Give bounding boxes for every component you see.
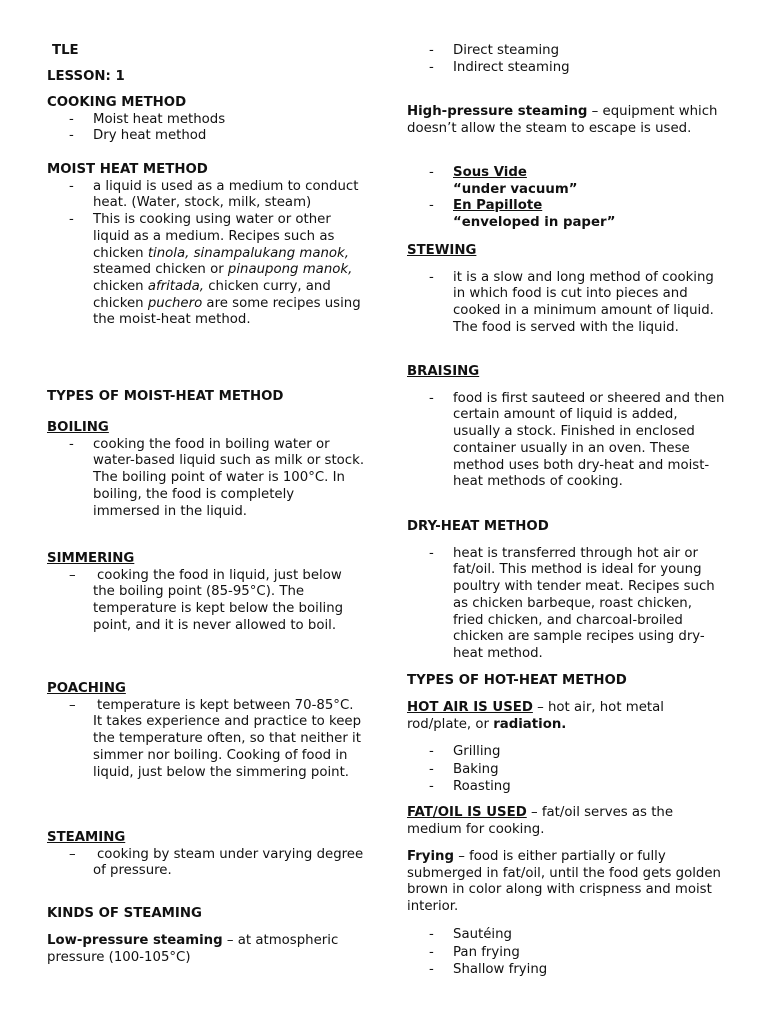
boiling-section	[47, 420, 365, 520]
list-item: - it is a slow and long method of cooking in which food is cut into pieces and cooked in a minimum amount of liquid. The food is served with the liquid.	[407, 270, 725, 337]
steaming-heading: STEAMING	[47, 830, 126, 845]
list-item: - Indirect steaming	[407, 60, 725, 77]
dry-heat-section	[407, 519, 725, 663]
list-item: - heat is transferred through hot air or fat/oil. This method is ideal for young poultry with tender meat. Recipes such as chicken barbeque, roast chicken, fried chicken, and charcoal-broiled chicken are sample recipes using dry-heat method.	[407, 546, 725, 663]
simmering-heading: SIMMERING	[47, 551, 135, 566]
fat-oil-term: FAT/OIL IS USED	[407, 805, 527, 820]
hot-air-definition: – hot air, hot metal rod/plate, or	[407, 700, 664, 732]
list-item: – cooking by steam under varying degree of pressure.	[47, 847, 365, 880]
simmering-list	[47, 568, 365, 635]
cooking-method-list	[47, 112, 365, 145]
list-item: - Pan frying	[407, 944, 725, 962]
cooking-method-heading: COOKING METHOD	[47, 95, 187, 110]
high-pressure-definition: – equipment which doesn’t allow the steam to escape is used.	[407, 104, 718, 136]
moist-heat-method-list	[47, 179, 365, 329]
hot-air-term: HOT AIR IS USED	[407, 700, 533, 715]
frying-definition: – food is either partially or fully submerged in fat/oil, until the food gets golden brown in color along with crispness and moist interior.	[407, 849, 721, 915]
high-pressure-term: High-pressure steaming	[407, 104, 588, 119]
fat-oil-used	[407, 805, 725, 838]
steaming-list	[47, 847, 365, 880]
list-item: - Dry heat method	[47, 128, 365, 145]
types-moist-heat-heading: TYPES OF MOIST-HEAT METHOD	[47, 389, 284, 404]
stewing-section	[407, 243, 725, 337]
list-item: - Shallow frying	[407, 961, 725, 979]
poaching-heading: POACHING	[47, 681, 126, 696]
braising-heading: BRAISING	[407, 364, 480, 379]
special-steaming-list	[407, 165, 725, 232]
dry-heat-list	[407, 546, 725, 663]
list-item: - Roasting	[407, 778, 725, 796]
simmering-section	[47, 551, 365, 635]
list-item: - Grilling	[407, 743, 725, 761]
list-item: - Moist heat methods	[47, 112, 365, 129]
list-item: - Sautéing	[407, 926, 725, 944]
radiation-term: radiation.	[493, 716, 567, 732]
en-papillote-meaning: “enveloped in paper”	[453, 215, 616, 231]
sous-vide-meaning: “under vacuum”	[453, 181, 578, 197]
list-item: – temperature is kept between 70-85°C. It takes experience and practice to keep the temperature often, so that neither it simmer nor boiling. Cooking of food in liquid, just below the simmering point.	[47, 698, 365, 782]
fat-oil-definition: – fat/oil serves as the medium for cooking.	[407, 805, 674, 837]
moist-heat-method-heading: MOIST HEAT METHOD	[47, 162, 208, 177]
hot-air-list	[407, 743, 725, 796]
moist-heat-method-section	[47, 162, 365, 329]
steaming-types-list	[407, 43, 725, 76]
low-pressure-steaming	[47, 933, 365, 966]
list-item: – cooking the food in liquid, just below the boiling point (85-95°C). The temperature is kept below the boiling point, and it is never allowed to boil.	[47, 568, 365, 635]
frying-term: Frying	[407, 849, 454, 864]
list-item	[407, 165, 725, 198]
low-pressure-definition: – at atmospheric pressure (100-105°C)	[47, 933, 339, 965]
kinds-of-steaming-heading: KINDS OF STEAMING	[47, 906, 202, 921]
steaming-section	[47, 830, 365, 880]
frying-list	[407, 926, 725, 979]
list-item: - Direct steaming	[407, 43, 725, 60]
braising-list	[407, 391, 725, 491]
list-item: - a liquid is used as a medium to conduct heat. (Water, stock, milk, steam)	[47, 179, 365, 212]
list-item: - Baking	[407, 761, 725, 779]
hot-air-used	[407, 700, 725, 733]
cooking-method-section	[47, 95, 365, 145]
sous-vide-name: - Sous Vide	[453, 165, 527, 180]
boiling-heading: BOILING	[47, 420, 109, 435]
braising-section	[407, 364, 725, 491]
lesson-number: LESSON: 1	[47, 69, 125, 84]
en-papillote-name: - En Papillote	[453, 198, 543, 214]
list-item	[407, 198, 725, 231]
list-item: - food is first sauteed or sheered and then certain amount of liquid is added, usually a stock. Finished in enclosed container usually in an oven. These method uses both dry-heat and moist-heat methods of cooking.	[407, 391, 725, 491]
dry-heat-heading: DRY-HEAT METHOD	[407, 519, 549, 534]
list-item: - This is cooking using water or other liquid as a medium. Recipes such as chicken tinola, sinampalukang manok, steamed chicken or pinaupong manok, chicken afritada, chicken curry, and chicken puchero are some recipes using the moist-heat method.	[47, 212, 365, 329]
subject-title: TLE	[52, 43, 79, 58]
high-pressure-steaming	[407, 104, 725, 137]
poaching-list	[47, 698, 365, 782]
types-hot-heat-heading: TYPES OF HOT-HEAT METHOD	[407, 673, 627, 688]
frying-definition-block	[407, 849, 725, 916]
stewing-heading: STEWING	[407, 243, 477, 258]
boiling-list	[47, 437, 365, 521]
stewing-list	[407, 270, 725, 337]
low-pressure-term: Low-pressure steaming	[47, 933, 223, 948]
poaching-section	[47, 681, 365, 781]
list-item: - cooking the food in boiling water or water-based liquid such as milk or stock. The boiling point of water is 100°C. In boiling, the food is completely immersed in the liquid.	[47, 437, 365, 521]
